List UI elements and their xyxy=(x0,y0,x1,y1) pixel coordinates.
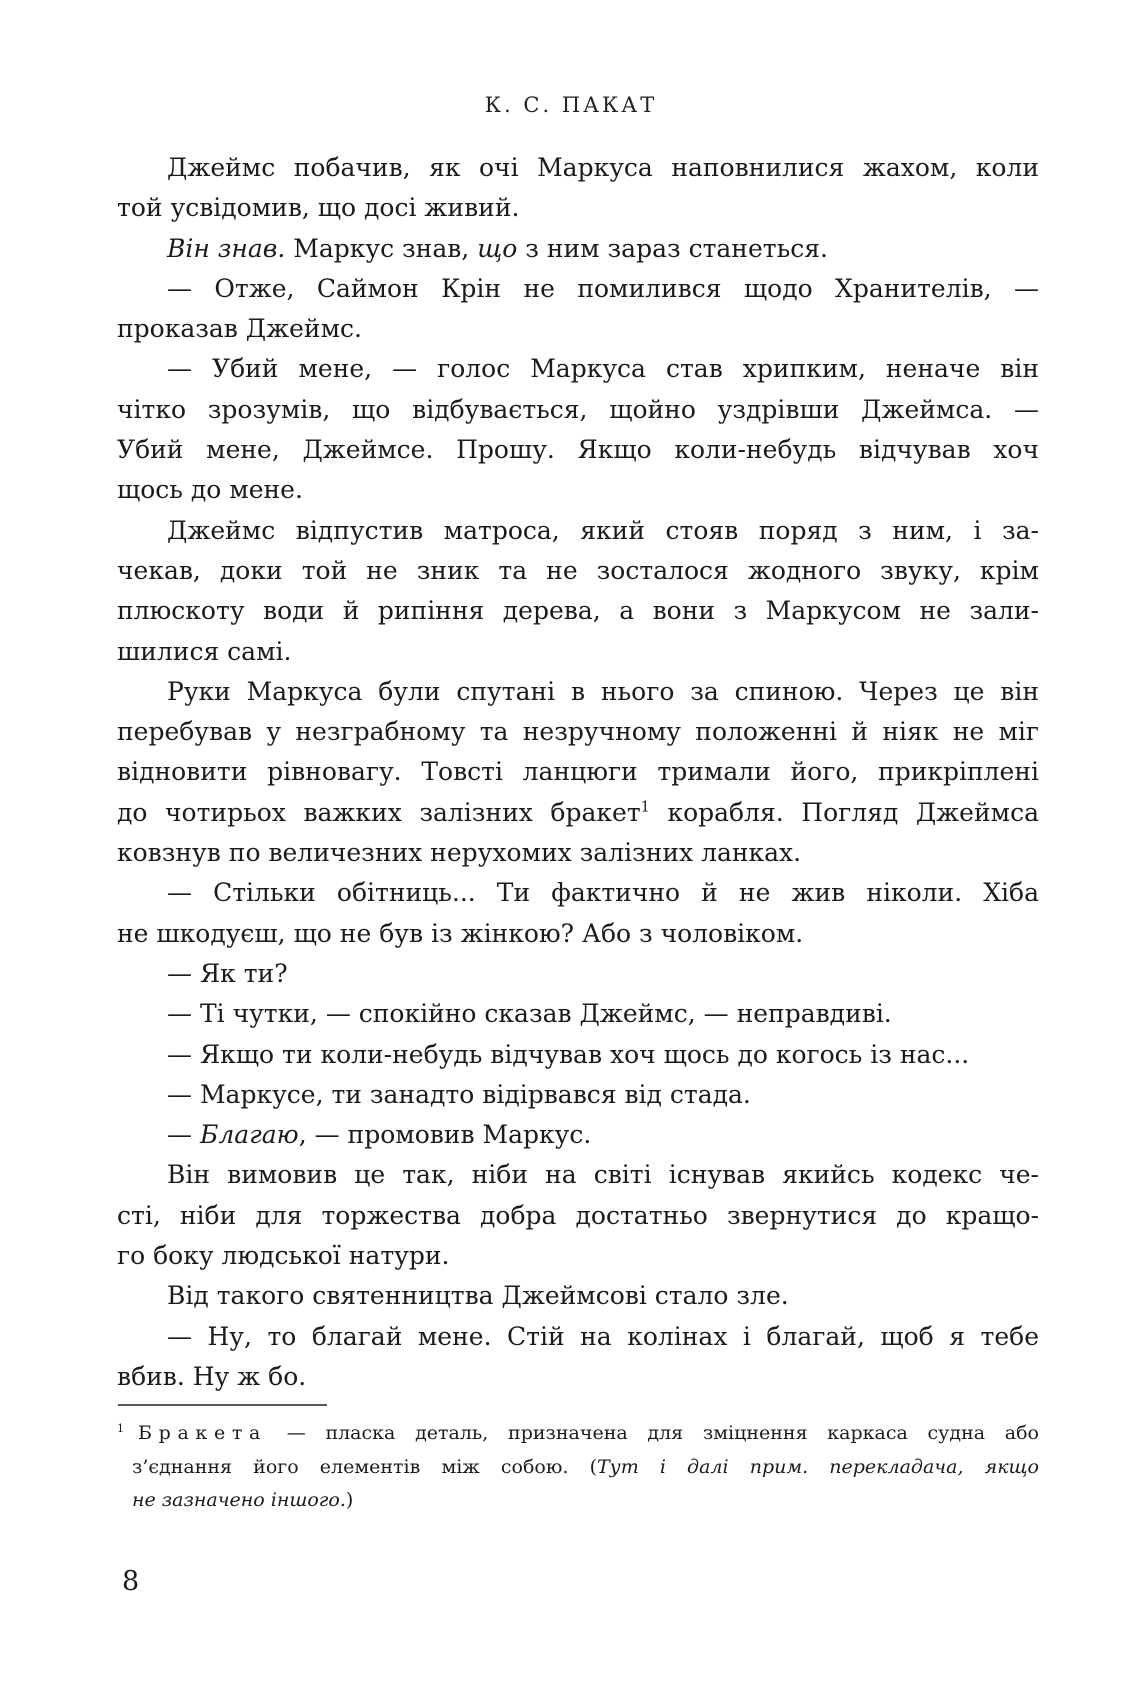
text-segment: відновити рівновагу. Товсті ланцюги тримали його, прикріплені xyxy=(117,757,1039,787)
text-line xyxy=(117,1155,1039,1195)
text-segment: Джеймс побачив, як очі Маркуса наповнилися жахом, коли xyxy=(167,153,1039,182)
text-segment: що xyxy=(477,233,518,263)
text-line xyxy=(117,914,1039,954)
text-segment: — Убий мене, — голос Маркуса став хрипким, неначе він xyxy=(167,354,1039,384)
text-segment: щось до мене. xyxy=(117,475,303,505)
text-line xyxy=(117,188,1039,228)
text-line xyxy=(117,1236,1039,1276)
text-segment: — Ті чутки, — спокійно сказав Джеймс, — неправдиві. xyxy=(167,999,892,1029)
text-segment: Тут і далі прим. перекладача, якщо xyxy=(597,1455,1039,1478)
text-line xyxy=(117,1115,1039,1155)
text-segment: Бракета xyxy=(138,1422,267,1444)
page-number: 8 xyxy=(122,1566,140,1597)
text-line xyxy=(117,954,1039,994)
text-line xyxy=(117,1075,1039,1115)
text-line xyxy=(117,1196,1039,1236)
footnote-divider xyxy=(118,1404,327,1406)
footnote xyxy=(117,1417,1039,1518)
text-line xyxy=(117,672,1039,712)
text-segment: Він знав. xyxy=(167,233,286,263)
text-segment: — Стільки обітниць... Ти фактично й не жив ніколи. Хіба xyxy=(167,878,1039,908)
text-segment: ковзнув по величезних нерухомих залізних ланках. xyxy=(117,838,802,868)
text-line xyxy=(117,229,1039,269)
text-segment: — Отже, Саймон Крін не помилився щодо Хранителів, — xyxy=(167,273,1039,303)
text-segment: плюскоту води й рипіння дерева, а вони з Маркусом не зали- xyxy=(117,596,1039,626)
text-segment: Маркус знав, xyxy=(285,233,478,263)
text-segment: з’єднання його елементів між собою. ( xyxy=(132,1455,597,1478)
text-segment: Руки Маркуса були спутані в нього за спиною. Через це він xyxy=(167,676,1039,706)
text-segment: не зазначено іншого. xyxy=(132,1489,346,1511)
text-segment: , — промовив Маркус. xyxy=(298,1120,592,1150)
text-line xyxy=(117,1357,1039,1397)
text-segment: — Маркусе, ти занадто відірвався від стада. xyxy=(167,1079,751,1109)
text-segment: ) xyxy=(345,1489,354,1511)
text-line xyxy=(117,1035,1039,1075)
text-segment: — Якщо ти коли-небудь відчував хоч щось до когось із нас... xyxy=(167,1039,970,1069)
text-line xyxy=(117,833,1039,873)
text-line xyxy=(117,511,1039,551)
text-segment: корабля. Погляд Джеймса xyxy=(649,797,1039,827)
text-line xyxy=(117,793,1039,833)
text-line xyxy=(117,349,1039,389)
text-line xyxy=(117,994,1039,1034)
footnote-reference: 1 xyxy=(640,799,650,816)
text-segment: Благаю xyxy=(199,1120,299,1150)
running-head-author: К. С. ПАКАТ xyxy=(484,93,658,117)
text-segment: шилися самі. xyxy=(117,636,292,666)
text-segment: — xyxy=(167,1120,200,1150)
text-segment: — пласка деталь, призначена для зміцнення каркаса судна або xyxy=(266,1422,1039,1444)
body-text xyxy=(117,148,1039,1397)
text-segment: проказав Джеймс. xyxy=(117,314,362,344)
text-segment: — Ну, то благай мене. Стій на колінах і благай, щоб я тебе xyxy=(167,1321,1039,1351)
text-line xyxy=(117,470,1039,510)
text-segment: перебував у незграбному та незручному положенні й ніяк не міг xyxy=(117,717,1039,747)
text-line xyxy=(117,148,1039,188)
footnote-line xyxy=(117,1417,1039,1451)
text-line xyxy=(117,1276,1039,1316)
footnote-marker: 1 xyxy=(117,1421,125,1435)
text-segment: — Як ти? xyxy=(167,958,288,988)
footnote-line xyxy=(117,1451,1039,1485)
text-line xyxy=(117,551,1039,591)
text-segment: не шкодуєш, що не був із жінкою? Або з чоловіком. xyxy=(117,918,804,948)
text-line xyxy=(117,430,1039,470)
text-line xyxy=(117,390,1039,430)
text-line xyxy=(117,269,1039,309)
text-segment: Він вимовив це так, ніби на світі існував якийсь кодекс че- xyxy=(167,1160,1039,1190)
text-line xyxy=(117,873,1039,913)
text-segment: Джеймс відпустив матроса, який стояв поряд з ним, і за- xyxy=(167,515,1039,545)
text-segment: до чотирьох важких залізних бракет xyxy=(117,797,641,827)
text-segment: вбив. Ну ж бо. xyxy=(117,1361,307,1391)
text-segment: чітко зрозумів, що відбувається, щойно уздрівши Джеймса. — xyxy=(117,394,1039,424)
text-segment: сті, ніби для торжества добра достатньо звернутися до кращо- xyxy=(117,1200,1039,1230)
text-line xyxy=(117,632,1039,672)
text-line xyxy=(117,1317,1039,1357)
text-segment: той усвідомив, що досі живий. xyxy=(117,193,520,223)
text-segment: з ним зараз станеться. xyxy=(517,233,828,263)
footnote-line xyxy=(117,1484,1039,1518)
text-line xyxy=(117,712,1039,752)
text-segment: чекав, доки той не зник та не зосталося жодного звуку, крім xyxy=(117,555,1039,585)
text-segment: Від такого святенництва Джеймсові стало зле. xyxy=(167,1281,789,1311)
text-line xyxy=(117,309,1039,349)
text-line xyxy=(117,591,1039,631)
text-line xyxy=(117,752,1039,792)
text-segment: го боку людської натури. xyxy=(117,1241,450,1271)
text-segment: Убий мене, Джеймсе. Прошу. Якщо коли-небудь відчував хоч xyxy=(117,435,1039,465)
